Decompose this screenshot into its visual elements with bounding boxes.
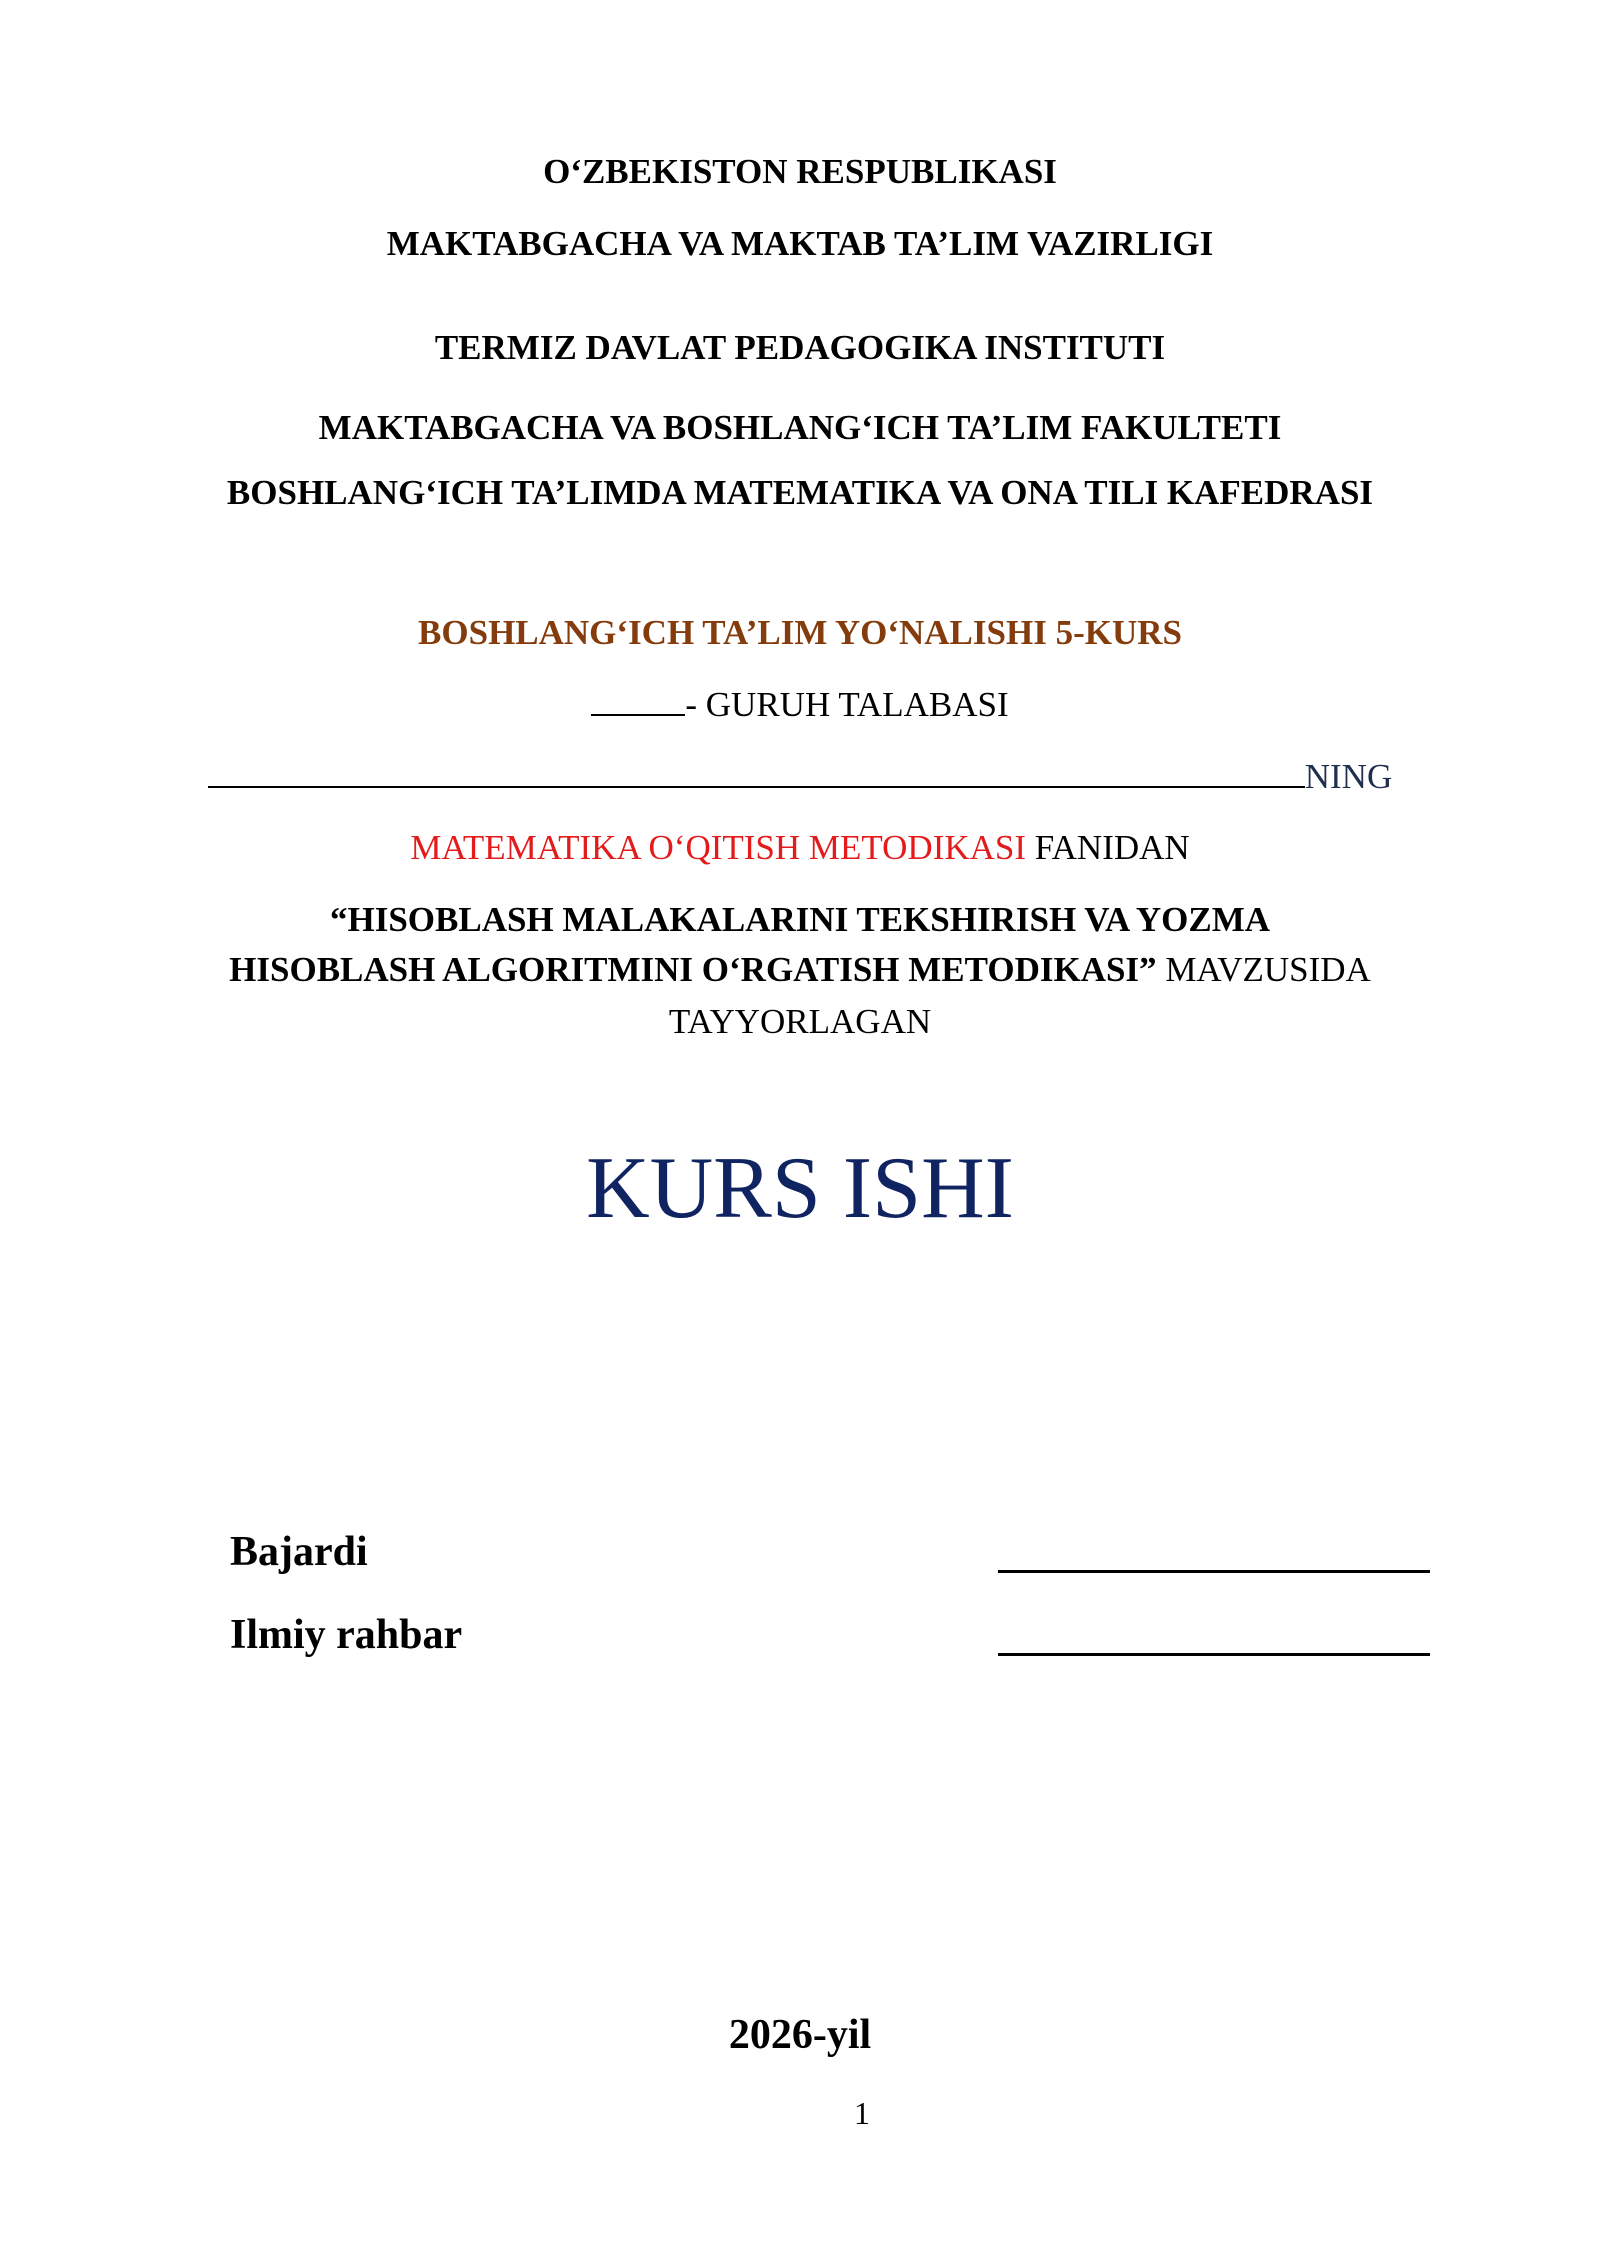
department-heading: BOSHLANG‘ICH TA’LIMDA MATEMATIKA VA ONA TILI KAFEDRASI	[226, 473, 1374, 512]
year-label: 2026-yil	[728, 2012, 872, 2058]
ministry-heading: MAKTABGACHA VA MAKTAB TA’LIM VAZIRLIGI	[386, 224, 1214, 263]
topic-line-2-text: HISOBLASH ALGORITMINI O‘RGATISH METODIKASI”	[229, 950, 1157, 989]
subject-line	[0, 828, 1600, 868]
performer-label: Bajardi	[230, 1529, 368, 1575]
topic-suffix: MAVZUSIDA	[1156, 950, 1371, 989]
topic-line-1: “HISOBLASH MALAKALARINI TEKSHIRISH VA YOZMA	[329, 900, 1271, 939]
name-suffix: NING	[1304, 757, 1393, 796]
group-line	[0, 684, 1600, 725]
group-suffix: - GURUH TALABASI	[685, 685, 1009, 724]
subject-suffix: FANIDAN	[1026, 828, 1190, 867]
republic-heading: O‘ZBEKISTON RESPUBLIKASI	[543, 152, 1057, 191]
institute-heading: TERMIZ DAVLAT PEDAGOGIKA INSTITUTI	[434, 328, 1166, 367]
document-title: KURS ISHI	[586, 1140, 1014, 1237]
student-name-blank	[208, 756, 1305, 788]
page-number: 1	[854, 2095, 870, 2131]
direction-line: BOSHLANG‘ICH TA’LIM YO‘NALISHI 5-KURS	[418, 613, 1182, 652]
topic-line-2	[0, 950, 1600, 990]
supervisor-signature-line	[998, 1653, 1430, 1656]
performer-signature-line	[998, 1570, 1430, 1573]
student-name-line	[0, 756, 1600, 797]
group-blank	[591, 684, 685, 716]
faculty-heading: MAKTABGACHA VA BOSHLANG‘ICH TA’LIM FAKULTETI	[318, 408, 1282, 447]
supervisor-label: Ilmiy rahbar	[230, 1612, 463, 1658]
prepared-line: TAYYORLAGAN	[668, 1002, 932, 1041]
subject-name: MATEMATIKA O‘QITISH METODIKASI	[410, 828, 1027, 867]
